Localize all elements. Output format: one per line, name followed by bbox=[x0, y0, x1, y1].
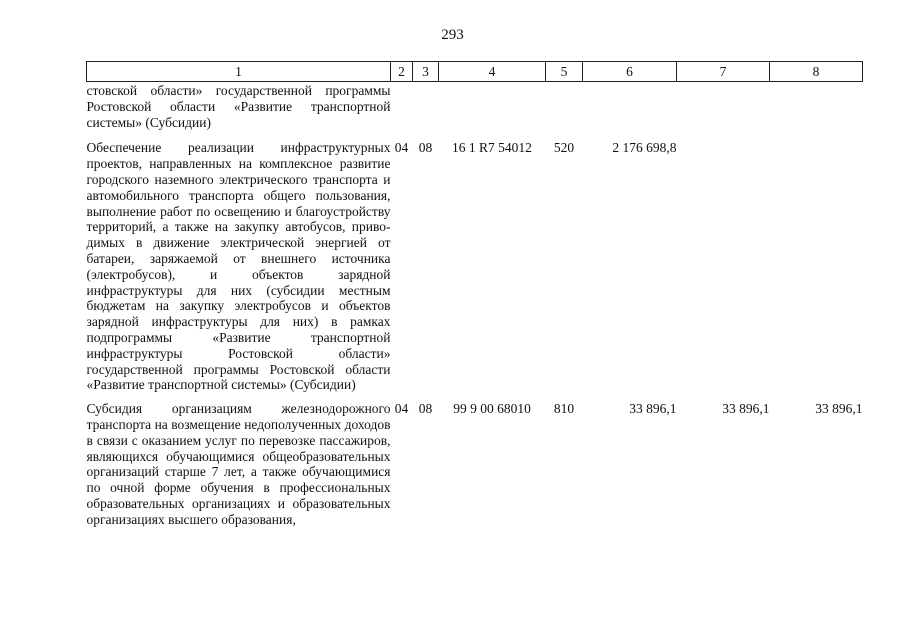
amount-year-1: 2 176 698,8 bbox=[612, 140, 677, 156]
section-code bbox=[391, 82, 413, 141]
amount-year-3: 33 896,1 bbox=[815, 401, 863, 417]
amount-year-3 bbox=[770, 82, 863, 141]
column-header: 3 bbox=[413, 62, 439, 82]
row-description: Обеспечение реализации инфраструктурных проектов, направленных на комплексное развитие городского наземного электрического транспорта и автомобильного транспорта общего пользования, выполнение работ по освещению и благоустройству территорий, а также на закупку автобусов, приводимых в движение электрической энергией от батареи, заряжаемой от внешнего источника (электробусов), и объектов зарядной инфраструктуры для них (субсидии местным бюджетам на закупку электробусов и объектов зарядной инфраструктуры для них) в рамках подпрограммы «Развитие транспортной инфраструктуры Ростовской области» государственной программы Ростовской области «Развитие транспортной системы» (Субсидии) bbox=[86, 140, 391, 393]
section-code: 04 bbox=[394, 401, 409, 417]
column-header: 5 bbox=[546, 62, 583, 82]
budget-table bbox=[86, 61, 863, 536]
subsection-code bbox=[413, 82, 439, 141]
expense-type-code bbox=[546, 82, 583, 141]
expense-type-code: 810 bbox=[553, 401, 575, 417]
amount-year-1 bbox=[583, 82, 677, 141]
table-row bbox=[87, 82, 863, 141]
amount-year-2: 33 896,1 bbox=[722, 401, 770, 417]
column-header: 6 bbox=[583, 62, 677, 82]
target-article-code: 16 1 R7 54012 bbox=[452, 140, 532, 156]
column-number-row bbox=[87, 62, 863, 82]
subsection-code: 08 bbox=[418, 140, 433, 156]
target-article-code: 99 9 00 68010 bbox=[453, 401, 531, 417]
column-header: 4 bbox=[439, 62, 546, 82]
subsection-code: 08 bbox=[418, 401, 433, 417]
column-header: 2 bbox=[391, 62, 413, 82]
row-description: стовской области» государственной программы Ростовской области «Развитие транспортной системы» (Субсидии) bbox=[86, 83, 391, 130]
amount-year-2 bbox=[677, 82, 770, 141]
page-number: 293 bbox=[441, 27, 464, 43]
section-code: 04 bbox=[394, 140, 409, 156]
row-description: Субсидия организациям железнодорожного транспорта на возмещение недополученных доходов в связи с оказанием услуг по перевозке пассажиров, являющихся обучающимися общеобразовательных организаций старше 7 лет, а также обучающимися по очной форме обучения в профессиональных образовательных организациях и образовательных организациях высшего образования, bbox=[86, 401, 391, 527]
table-row bbox=[87, 140, 863, 401]
amount-year-1: 33 896,1 bbox=[629, 401, 677, 417]
amount-year-2 bbox=[677, 140, 770, 401]
table-row bbox=[87, 401, 863, 535]
amount-year-3 bbox=[770, 140, 863, 401]
target-article-code bbox=[439, 82, 546, 141]
column-header: 1 bbox=[87, 62, 391, 82]
column-header: 8 bbox=[770, 62, 863, 82]
column-header: 7 bbox=[677, 62, 770, 82]
expense-type-code: 520 bbox=[553, 140, 575, 156]
